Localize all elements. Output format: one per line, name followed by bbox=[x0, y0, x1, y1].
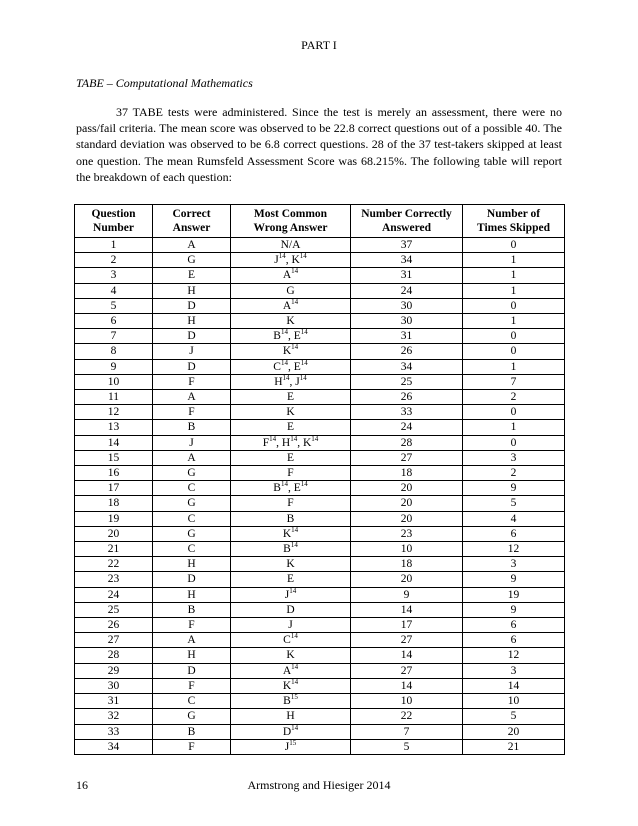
table-row bbox=[75, 618, 565, 633]
cell-times-skipped: 5 bbox=[463, 709, 565, 724]
wrong-answer-letter: A bbox=[282, 269, 292, 282]
wrong-answer-letter: A bbox=[282, 299, 292, 312]
cell-correct-answer: H bbox=[153, 314, 231, 329]
cell-correct-answer: D bbox=[153, 329, 231, 344]
footnote-marker: 14 bbox=[300, 480, 308, 489]
cell-question-number: 5 bbox=[75, 298, 153, 313]
cell-times-skipped: 19 bbox=[463, 587, 565, 602]
footnote-marker: 14 bbox=[269, 434, 277, 443]
wrong-answer-letter: F bbox=[287, 497, 294, 510]
cell-question-number: 1 bbox=[75, 238, 153, 253]
cell-times-skipped: 0 bbox=[463, 435, 565, 450]
table-row bbox=[75, 466, 565, 481]
footnote-marker: 14 bbox=[290, 632, 298, 641]
footnote-marker: 14 bbox=[280, 480, 288, 489]
cell-times-skipped: 10 bbox=[463, 694, 565, 709]
cell-times-skipped: 1 bbox=[463, 420, 565, 435]
cell-wrong-answer: $H^{14}$, $J^{14}$ bbox=[231, 374, 351, 389]
cell-correct-answer: C bbox=[153, 694, 231, 709]
cell-times-skipped: 4 bbox=[463, 511, 565, 526]
cell-correct-answer: E bbox=[153, 268, 231, 283]
cell-correct-answer: D bbox=[153, 572, 231, 587]
wrong-answer-letter: K bbox=[286, 315, 295, 328]
cell-wrong-answer bbox=[231, 724, 351, 739]
cell-wrong-answer bbox=[231, 344, 351, 359]
table-row bbox=[75, 724, 565, 739]
cell-times-skipped: 21 bbox=[463, 739, 565, 754]
page-number: 16 bbox=[76, 778, 88, 792]
cell-wrong-answer bbox=[231, 663, 351, 678]
cell-correct-answer: B bbox=[153, 724, 231, 739]
table-row bbox=[75, 739, 565, 754]
cell-correct-answer: A bbox=[153, 390, 231, 405]
header-times-skipped: Number of Times Skipped bbox=[463, 205, 565, 238]
table-row bbox=[75, 283, 565, 298]
cell-wrong-answer bbox=[231, 466, 351, 481]
cell-correct-answer: G bbox=[153, 526, 231, 541]
cell-wrong-answer bbox=[231, 496, 351, 511]
wrong-answer-letter: N/A bbox=[280, 239, 301, 251]
cell-times-skipped: 1 bbox=[463, 268, 565, 283]
footnote-marker: 15 bbox=[290, 693, 298, 702]
wrong-answer-letter: B bbox=[286, 512, 295, 525]
cell-wrong-answer bbox=[231, 648, 351, 663]
cell-times-skipped: 2 bbox=[463, 390, 565, 405]
wrong-answer-letter: K bbox=[286, 406, 295, 419]
cell-question-number: 31 bbox=[75, 694, 153, 709]
cell-times-skipped: 2 bbox=[463, 466, 565, 481]
cell-correct-answer: B bbox=[153, 420, 231, 435]
table-row bbox=[75, 344, 565, 359]
table-row bbox=[75, 359, 565, 374]
cell-number-correct: 20 bbox=[351, 572, 463, 587]
cell-times-skipped: 1 bbox=[463, 359, 565, 374]
table-row bbox=[75, 329, 565, 344]
footnote-marker: 14 bbox=[300, 328, 308, 337]
cell-wrong-answer bbox=[231, 618, 351, 633]
cell-number-correct: 31 bbox=[351, 329, 463, 344]
wrong-answer-letter: C bbox=[273, 360, 281, 373]
footnote-marker: 14 bbox=[299, 252, 307, 261]
table-row bbox=[75, 435, 565, 450]
cell-correct-answer: D bbox=[153, 298, 231, 313]
cell-number-correct: 30 bbox=[351, 298, 463, 313]
cell-correct-answer: C bbox=[153, 511, 231, 526]
footnote-marker: 14 bbox=[291, 267, 299, 276]
footnote-marker: 14 bbox=[291, 343, 299, 352]
cell-times-skipped: 3 bbox=[463, 557, 565, 572]
header-row bbox=[75, 205, 565, 238]
wrong-answer-letter: E bbox=[286, 391, 295, 404]
cell-wrong-answer bbox=[231, 390, 351, 405]
wrong-answer-letter: B bbox=[273, 330, 281, 343]
cell-wrong-answer bbox=[231, 739, 351, 754]
cell-number-correct: 27 bbox=[351, 450, 463, 465]
cell-question-number: 19 bbox=[75, 511, 153, 526]
cell-question-number: 21 bbox=[75, 542, 153, 557]
wrong-answer-letter: E bbox=[286, 573, 295, 586]
cell-number-correct: 22 bbox=[351, 709, 463, 724]
cell-number-correct: 20 bbox=[351, 481, 463, 496]
footnote-marker: 14 bbox=[280, 328, 288, 337]
cell-correct-answer: D bbox=[153, 359, 231, 374]
cell-times-skipped: 6 bbox=[463, 526, 565, 541]
cell-correct-answer: H bbox=[153, 587, 231, 602]
table-row bbox=[75, 314, 565, 329]
footnote-marker: 14 bbox=[289, 586, 297, 595]
cell-question-number: 6 bbox=[75, 314, 153, 329]
cell-correct-answer: J bbox=[153, 344, 231, 359]
cell-correct-answer: A bbox=[153, 633, 231, 648]
table-row bbox=[75, 542, 565, 557]
cell-times-skipped: 1 bbox=[463, 253, 565, 268]
table-row bbox=[75, 526, 565, 541]
cell-times-skipped: 3 bbox=[463, 663, 565, 678]
table-row bbox=[75, 587, 565, 602]
cell-correct-answer: G bbox=[153, 496, 231, 511]
cell-times-skipped: 12 bbox=[463, 542, 565, 557]
footnote-marker: 14 bbox=[282, 373, 290, 382]
table-row bbox=[75, 633, 565, 648]
cell-question-number: 18 bbox=[75, 496, 153, 511]
cell-times-skipped: 0 bbox=[463, 329, 565, 344]
cell-times-skipped: 1 bbox=[463, 283, 565, 298]
cell-number-correct: 17 bbox=[351, 618, 463, 633]
cell-wrong-answer bbox=[231, 298, 351, 313]
cell-correct-answer: F bbox=[153, 678, 231, 693]
cell-question-number: 15 bbox=[75, 450, 153, 465]
cell-question-number: 20 bbox=[75, 526, 153, 541]
table-row bbox=[75, 496, 565, 511]
wrong-answer-letter: J bbox=[274, 254, 279, 267]
cell-question-number: 24 bbox=[75, 587, 153, 602]
cell-times-skipped: 5 bbox=[463, 496, 565, 511]
table-row bbox=[75, 678, 565, 693]
table-row bbox=[75, 420, 565, 435]
cell-number-correct: 33 bbox=[351, 405, 463, 420]
cell-question-number: 9 bbox=[75, 359, 153, 374]
wrong-answer-letter: E bbox=[286, 451, 295, 464]
cell-correct-answer: F bbox=[153, 618, 231, 633]
wrong-answer-letter: K bbox=[291, 254, 300, 267]
cell-question-number: 27 bbox=[75, 633, 153, 648]
table-row bbox=[75, 405, 565, 420]
cell-number-correct: 10 bbox=[351, 542, 463, 557]
cell-correct-answer: F bbox=[153, 405, 231, 420]
wrong-answer-letter: B bbox=[283, 695, 291, 708]
cell-question-number: 4 bbox=[75, 283, 153, 298]
cell-number-correct: 20 bbox=[351, 496, 463, 511]
wrong-answer-letter: K bbox=[302, 436, 312, 449]
footnote-marker: 14 bbox=[311, 434, 319, 443]
table-row bbox=[75, 648, 565, 663]
cell-wrong-answer bbox=[231, 557, 351, 572]
cell-number-correct: 28 bbox=[351, 435, 463, 450]
cell-wrong-answer: $B^{14}$, $E^{14}$ bbox=[231, 481, 351, 496]
footnote-marker: 14 bbox=[280, 358, 288, 367]
intro-paragraph: 37 TABE tests were administered. Since the test is merely an assessment, there were no pass/fail criteria. The mean score was observed to be 22.8 correct questions out of a possible 40. The standard deviation was observed to be 6.8 correct questions. 28 of the 37 test-takers skipped at least one question. The mean Rumsfeld Assessment Score was 68.215%. The following table will report the breakdown of each question: bbox=[76, 105, 562, 184]
footnote-marker: 14 bbox=[291, 297, 299, 306]
cell-wrong-answer: $C^{14}$, $E^{14}$ bbox=[231, 359, 351, 374]
cell-correct-answer: H bbox=[153, 283, 231, 298]
wrong-answer-letter: K bbox=[282, 527, 292, 540]
cell-number-correct: 9 bbox=[351, 587, 463, 602]
cell-correct-answer: G bbox=[153, 709, 231, 724]
cell-times-skipped: 0 bbox=[463, 405, 565, 420]
cell-times-skipped: 9 bbox=[463, 602, 565, 617]
table-row bbox=[75, 374, 565, 389]
cell-question-number: 12 bbox=[75, 405, 153, 420]
cell-wrong-answer bbox=[231, 283, 351, 298]
cell-correct-answer: C bbox=[153, 481, 231, 496]
cell-wrong-answer bbox=[231, 526, 351, 541]
table-row bbox=[75, 602, 565, 617]
cell-number-correct: 27 bbox=[351, 633, 463, 648]
header-number-correct: Number Correctly Answered bbox=[351, 205, 463, 238]
cell-times-skipped: 0 bbox=[463, 238, 565, 253]
wrong-answer-letter: D bbox=[286, 603, 295, 616]
cell-wrong-answer: $B^{14}$, $E^{14}$ bbox=[231, 329, 351, 344]
wrong-answer-letter: J bbox=[288, 619, 293, 632]
cell-times-skipped: 1 bbox=[463, 314, 565, 329]
cell-wrong-answer bbox=[231, 420, 351, 435]
cell-number-correct: 24 bbox=[351, 420, 463, 435]
cell-wrong-answer bbox=[231, 542, 351, 557]
cell-question-number: 13 bbox=[75, 420, 153, 435]
cell-question-number: 22 bbox=[75, 557, 153, 572]
wrong-answer-letter: E bbox=[286, 421, 295, 434]
wrong-answer-letter: H bbox=[281, 436, 291, 449]
cell-times-skipped: 20 bbox=[463, 724, 565, 739]
cell-number-correct: 18 bbox=[351, 466, 463, 481]
cell-times-skipped: 9 bbox=[463, 572, 565, 587]
header-most-common-wrong: Most Common Wrong Answer bbox=[231, 205, 351, 238]
cell-correct-answer: G bbox=[153, 466, 231, 481]
cell-wrong-answer: $J^{14}$, $K^{14}$ bbox=[231, 253, 351, 268]
page-header: PART I bbox=[301, 38, 337, 52]
wrong-answer-letter: D bbox=[282, 725, 292, 738]
cell-wrong-answer: $F^{14}$, $H^{14}$, $K^{14}$ bbox=[231, 435, 351, 450]
cell-wrong-answer bbox=[231, 709, 351, 724]
wrong-answer-letter: J bbox=[295, 375, 300, 388]
footnote-marker: 14 bbox=[291, 662, 299, 671]
cell-question-number: 26 bbox=[75, 618, 153, 633]
footnote-marker: 14 bbox=[290, 541, 298, 550]
header-correct-answer: Correct Answer bbox=[153, 205, 231, 238]
cell-correct-answer: C bbox=[153, 542, 231, 557]
cell-question-number: 8 bbox=[75, 344, 153, 359]
cell-question-number: 11 bbox=[75, 390, 153, 405]
wrong-answer-letter: K bbox=[282, 679, 292, 692]
cell-correct-answer: G bbox=[153, 253, 231, 268]
cell-times-skipped: 14 bbox=[463, 678, 565, 693]
wrong-answer-letter: K bbox=[286, 558, 295, 571]
table-row bbox=[75, 572, 565, 587]
cell-question-number: 14 bbox=[75, 435, 153, 450]
cell-wrong-answer bbox=[231, 602, 351, 617]
footnote-marker: 14 bbox=[278, 252, 286, 261]
cell-number-correct: 14 bbox=[351, 648, 463, 663]
cell-correct-answer: H bbox=[153, 648, 231, 663]
table-row bbox=[75, 253, 565, 268]
cell-times-skipped: 0 bbox=[463, 344, 565, 359]
cell-times-skipped: 7 bbox=[463, 374, 565, 389]
cell-correct-answer: A bbox=[153, 450, 231, 465]
footnote-marker: 14 bbox=[299, 373, 307, 382]
cell-times-skipped: 6 bbox=[463, 633, 565, 648]
table-row bbox=[75, 694, 565, 709]
cell-correct-answer: F bbox=[153, 374, 231, 389]
cell-wrong-answer bbox=[231, 511, 351, 526]
wrong-answer-letter: F bbox=[262, 436, 270, 449]
table-row bbox=[75, 511, 565, 526]
cell-wrong-answer bbox=[231, 268, 351, 283]
cell-question-number: 2 bbox=[75, 253, 153, 268]
cell-wrong-answer bbox=[231, 694, 351, 709]
cell-number-correct: 26 bbox=[351, 390, 463, 405]
cell-number-correct: 26 bbox=[351, 344, 463, 359]
cell-correct-answer: J bbox=[153, 435, 231, 450]
cell-question-number: 25 bbox=[75, 602, 153, 617]
cell-correct-answer: H bbox=[153, 557, 231, 572]
wrong-answer-letter: C bbox=[283, 634, 291, 647]
wrong-answer-letter: B bbox=[273, 482, 281, 495]
wrong-answer-letter: B bbox=[283, 543, 291, 556]
cell-question-number: 29 bbox=[75, 663, 153, 678]
wrong-answer-letter: J bbox=[284, 588, 290, 601]
cell-wrong-answer bbox=[231, 587, 351, 602]
cell-question-number: 28 bbox=[75, 648, 153, 663]
wrong-answer-letter: G bbox=[286, 284, 295, 297]
wrong-answer-letter: E bbox=[293, 360, 301, 373]
table-row bbox=[75, 298, 565, 313]
cell-times-skipped: 0 bbox=[463, 298, 565, 313]
cell-number-correct: 31 bbox=[351, 268, 463, 283]
cell-wrong-answer bbox=[231, 678, 351, 693]
cell-number-correct: 5 bbox=[351, 739, 463, 754]
cell-correct-answer: D bbox=[153, 663, 231, 678]
cell-question-number: 23 bbox=[75, 572, 153, 587]
cell-question-number: 3 bbox=[75, 268, 153, 283]
cell-wrong-answer bbox=[231, 633, 351, 648]
cell-times-skipped: 9 bbox=[463, 481, 565, 496]
wrong-answer-letter: F bbox=[287, 467, 294, 480]
footer-citation: Armstrong and Hiesiger 2014 bbox=[247, 778, 391, 792]
cell-question-number: 7 bbox=[75, 329, 153, 344]
footnote-marker: 14 bbox=[300, 358, 308, 367]
wrong-answer-letter: E bbox=[293, 482, 301, 495]
cell-number-correct: 7 bbox=[351, 724, 463, 739]
cell-number-correct: 20 bbox=[351, 511, 463, 526]
table-row bbox=[75, 450, 565, 465]
wrong-answer-letter: K bbox=[286, 649, 295, 662]
cell-number-correct: 23 bbox=[351, 526, 463, 541]
cell-correct-answer: F bbox=[153, 739, 231, 754]
cell-wrong-answer bbox=[231, 450, 351, 465]
footnote-marker: 14 bbox=[291, 677, 299, 686]
cell-number-correct: 34 bbox=[351, 359, 463, 374]
table-row bbox=[75, 390, 565, 405]
table-row bbox=[75, 481, 565, 496]
cell-correct-answer: B bbox=[153, 602, 231, 617]
table-row bbox=[75, 663, 565, 678]
cell-question-number: 34 bbox=[75, 739, 153, 754]
cell-number-correct: 30 bbox=[351, 314, 463, 329]
table-row bbox=[75, 557, 565, 572]
cell-number-correct: 18 bbox=[351, 557, 463, 572]
cell-number-correct: 14 bbox=[351, 602, 463, 617]
cell-question-number: 33 bbox=[75, 724, 153, 739]
header-question-number: Question Number bbox=[75, 205, 153, 238]
section-title: TABE – Computational Mathematics bbox=[76, 76, 253, 90]
cell-wrong-answer bbox=[231, 572, 351, 587]
cell-question-number: 16 bbox=[75, 466, 153, 481]
cell-question-number: 30 bbox=[75, 678, 153, 693]
wrong-answer-letter: K bbox=[282, 345, 292, 358]
cell-number-correct: 25 bbox=[351, 374, 463, 389]
table-row bbox=[75, 268, 565, 283]
wrong-answer-letter: H bbox=[274, 375, 283, 388]
cell-number-correct: 34 bbox=[351, 253, 463, 268]
table-row bbox=[75, 709, 565, 724]
cell-number-correct: 14 bbox=[351, 678, 463, 693]
table-body bbox=[75, 238, 565, 755]
wrong-answer-letter: E bbox=[293, 330, 301, 343]
wrong-answer-letter: J bbox=[284, 740, 290, 753]
footnote-marker: 15 bbox=[289, 738, 297, 747]
table-header bbox=[75, 205, 565, 238]
footnote-marker: 14 bbox=[290, 434, 298, 443]
wrong-answer-letter: A bbox=[282, 664, 292, 677]
wrong-answer-letter: H bbox=[286, 710, 295, 723]
cell-wrong-answer bbox=[231, 238, 351, 253]
cell-number-correct: 24 bbox=[351, 283, 463, 298]
cell-wrong-answer bbox=[231, 405, 351, 420]
cell-question-number: 10 bbox=[75, 374, 153, 389]
cell-times-skipped: 3 bbox=[463, 450, 565, 465]
cell-number-correct: 10 bbox=[351, 694, 463, 709]
cell-question-number: 32 bbox=[75, 709, 153, 724]
question-breakdown-table bbox=[74, 204, 565, 755]
table-row bbox=[75, 238, 565, 253]
cell-number-correct: 37 bbox=[351, 238, 463, 253]
cell-number-correct: 27 bbox=[351, 663, 463, 678]
footnote-marker: 14 bbox=[291, 525, 299, 534]
cell-question-number: 17 bbox=[75, 481, 153, 496]
cell-wrong-answer bbox=[231, 314, 351, 329]
cell-times-skipped: 12 bbox=[463, 648, 565, 663]
footnote-marker: 14 bbox=[291, 723, 299, 732]
cell-correct-answer: A bbox=[153, 238, 231, 253]
cell-times-skipped: 6 bbox=[463, 618, 565, 633]
